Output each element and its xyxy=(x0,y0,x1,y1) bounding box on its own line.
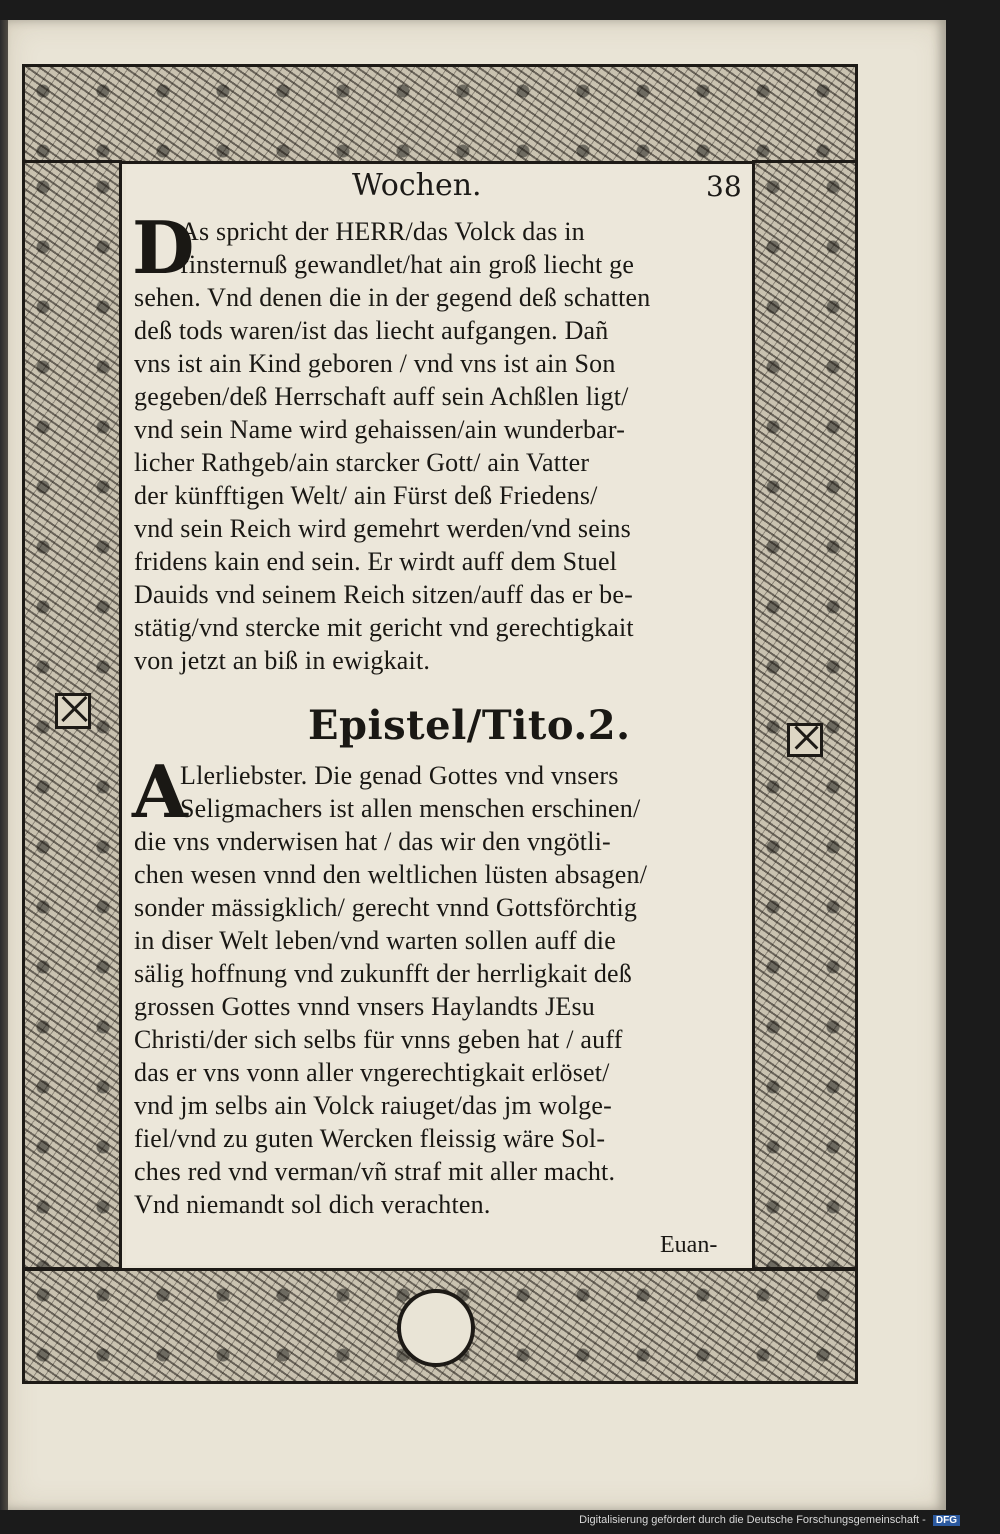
text-line: vnd sein Name wird gehaissen/ain wunderbar- xyxy=(134,415,626,444)
text-line: sehen. Vnd denen die in der gegend deß schatten xyxy=(134,283,651,312)
text-line: Dauids vnd seinem Reich sitzen/auff das er be- xyxy=(134,580,633,609)
woodcut-border-bottom xyxy=(22,1268,858,1384)
text-line: sonder mässigklich/ gerecht vnnd Gottsförchtig xyxy=(134,893,638,922)
text-line: Llerliebster. Die genad Gottes vnd vnsers xyxy=(180,761,619,790)
text-line: As spricht der HERR/das Volck das in xyxy=(180,217,585,246)
text-line: das er vns vonn aller vngerechtigkait erlöset/ xyxy=(134,1058,610,1087)
text-line: sälig hoffnung vnd zukunfft der herrligkait deß xyxy=(134,959,632,988)
text-line: Christi/der sich selbs für vnns geben hat / auff xyxy=(134,1025,623,1054)
text-line: von jetzt an biß in ewigkait. xyxy=(134,646,431,675)
epistle-paragraph xyxy=(134,759,750,1221)
dfg-logo-icon: DFG xyxy=(933,1515,960,1526)
digitization-credit xyxy=(579,1514,960,1526)
text-line: licher Rathgeb/ain starcker Gott/ ain Vatter xyxy=(134,448,590,477)
woodcut-border-top xyxy=(22,64,858,164)
credit-text: Digitalisierung gefördert durch die Deutsche Forschungsgemeinschaft - xyxy=(579,1514,926,1526)
text-line: die vns vnderwisen hat / das wir den vngötli- xyxy=(134,827,611,856)
woodcut-border-right xyxy=(752,160,858,1270)
border-ornament-box xyxy=(787,723,823,757)
text-line: Seligmachers ist allen menschen erschinen/ xyxy=(180,794,641,823)
text-line: vnd sein Reich wird gemehrt werden/vnd seins xyxy=(134,514,631,543)
section-heading: Epistel/Tito.2. xyxy=(308,702,631,749)
text-line: finsternuß gewandlet/hat ain groß liecht ge xyxy=(180,250,635,279)
page-number: 38 xyxy=(706,170,742,203)
prophecy-paragraph xyxy=(134,215,750,677)
text-line: fridens kain end sein. Er wirdt auff dem Stuel xyxy=(134,547,618,576)
border-ornament-box xyxy=(55,693,91,729)
text-line: in diser Welt leben/vnd warten sollen auff die xyxy=(134,926,616,955)
catchword: Euan- xyxy=(660,1232,718,1258)
running-head: Wochen. xyxy=(352,168,482,203)
text-line: chen wesen vnnd den weltlichen lüsten absagen/ xyxy=(134,860,648,889)
border-ornament-circle xyxy=(397,1289,475,1367)
text-line: der künfftigen Welt/ ain Fürst deß Friedens/ xyxy=(134,481,598,510)
text-line: fiel/vnd zu guten Wercken fleissig wäre Sol- xyxy=(134,1124,606,1153)
text-line: grossen Gottes vnnd vnsers Haylandts JEsu xyxy=(134,992,595,1021)
text-line: stätig/vnd stercke mit gericht vnd gerechtigkait xyxy=(134,613,634,642)
text-line: ches red vnd verman/vñ straf mit aller macht. xyxy=(134,1157,616,1186)
text-line: vnd jm selbs ain Volck raiuget/das jm wolge- xyxy=(134,1091,612,1120)
text-line: deß tods waren/ist das liecht aufgangen. Dañ xyxy=(134,316,609,345)
drop-initial: A xyxy=(132,749,188,834)
text-line: vns ist ain Kind geboren / vnd vns ist ain Son xyxy=(134,349,616,378)
text-line: Vnd niemandt sol dich verachten. xyxy=(134,1190,491,1219)
drop-initial: D xyxy=(132,205,195,290)
text-line: gegeben/deß Herrschaft auff sein Achßlen ligt/ xyxy=(134,382,629,411)
woodcut-border-left xyxy=(22,160,122,1270)
